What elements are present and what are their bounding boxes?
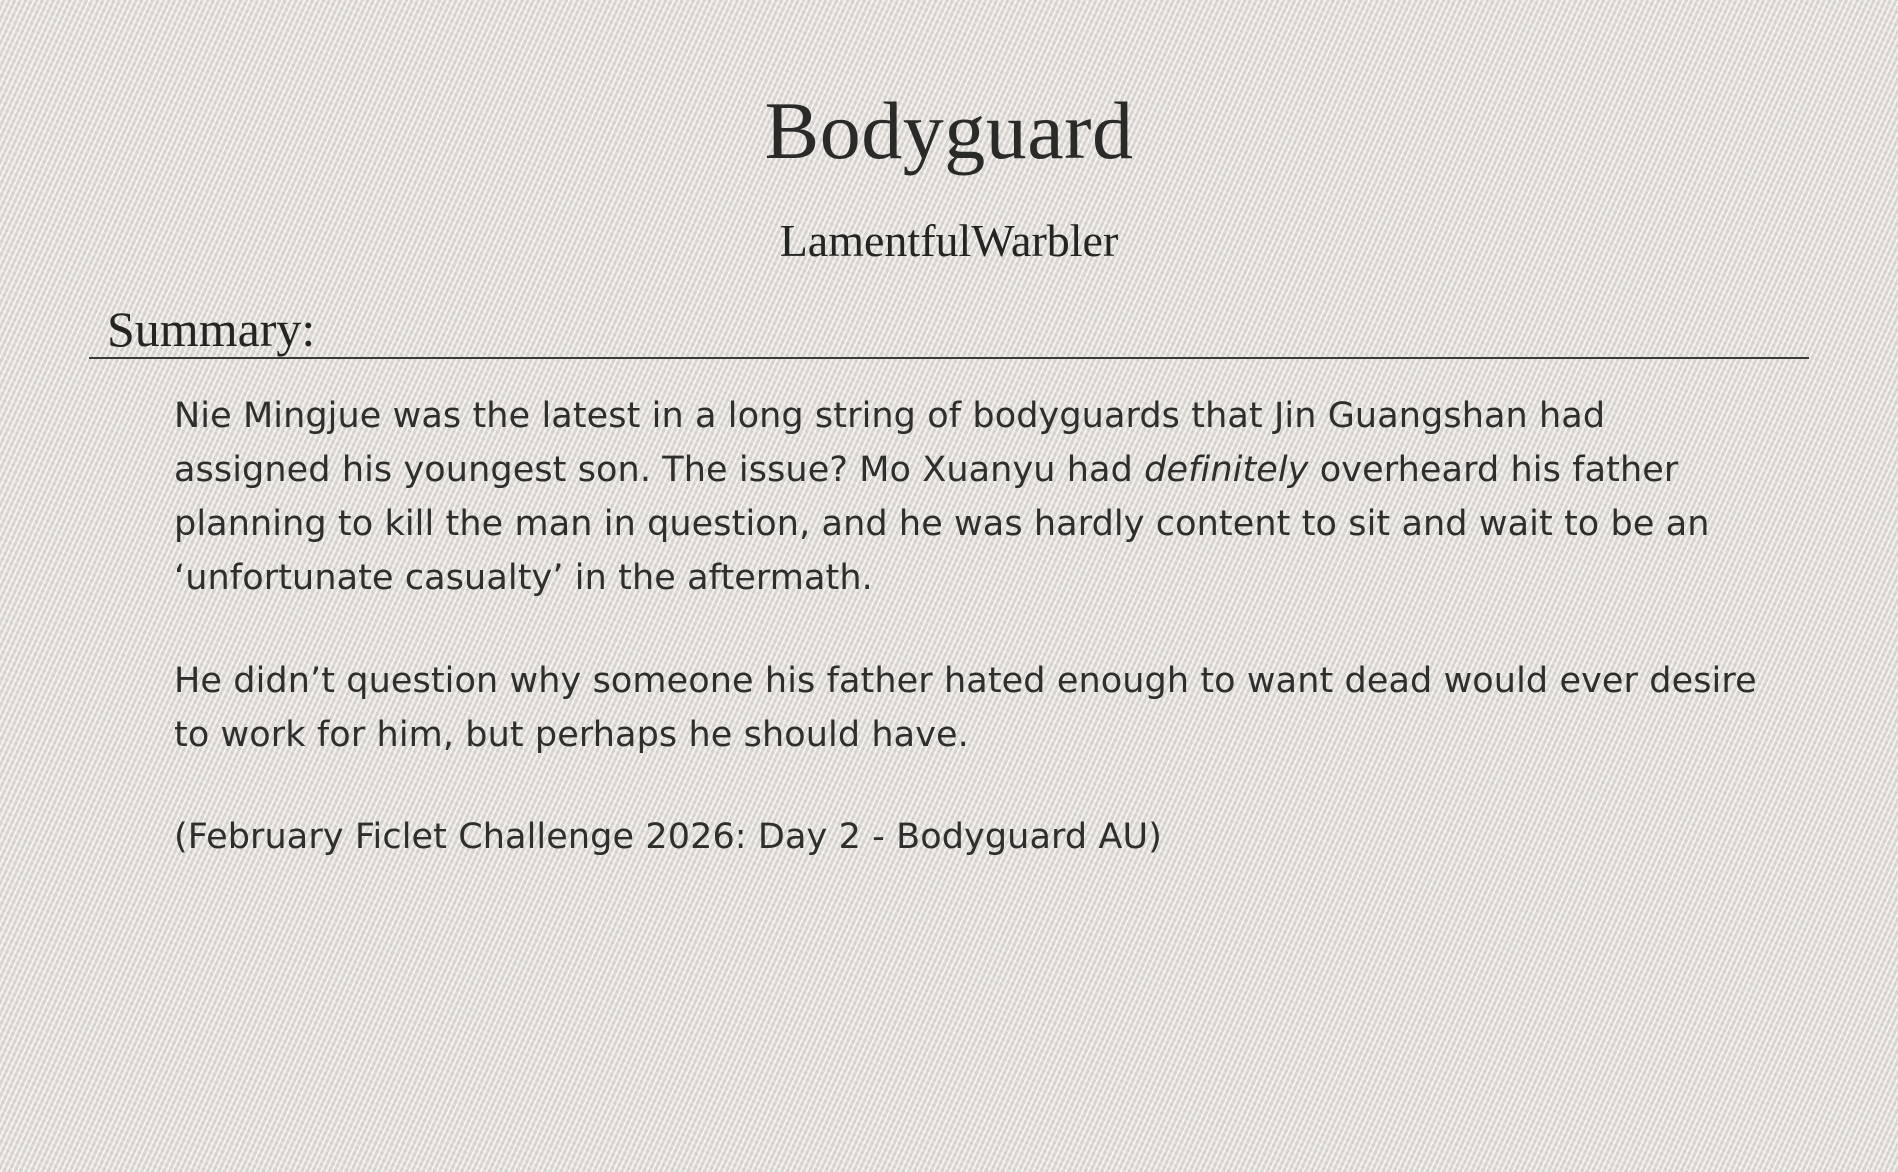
author-byline[interactable]: LamentfulWarbler bbox=[779, 215, 1119, 267]
summary-paragraph-2: He didn’t question why someone his father hated enough to want dead would ever desire to work for him, but perhaps he should have. bbox=[174, 660, 1757, 755]
summary-emphasis-definitely: definitely bbox=[1144, 449, 1309, 490]
summary-paragraph-1-text-after: overheard his father planning to kill the man in question, and he was hardly content to sit and wait to be an ‘unfortunate casualty’ in the aftermath. bbox=[174, 449, 1710, 599]
work-title: Bodyguard bbox=[764, 85, 1134, 176]
summary-paragraph-3: (February Ficlet Challenge 2026: Day 2 - Bodyguard AU) bbox=[174, 817, 1162, 858]
summary-heading-rule bbox=[89, 267, 1809, 359]
summary-heading: Summary: bbox=[107, 300, 316, 357]
summary-paragraph-1-text-before: Nie Mingjue was the latest in a long string of bodyguards that Jin Guangshan had assigned his youngest son. The issue? Mo Xuanyu had bbox=[174, 395, 1606, 490]
summary-body bbox=[129, 359, 1769, 865]
summary-paragraph-1 bbox=[174, 389, 1769, 606]
